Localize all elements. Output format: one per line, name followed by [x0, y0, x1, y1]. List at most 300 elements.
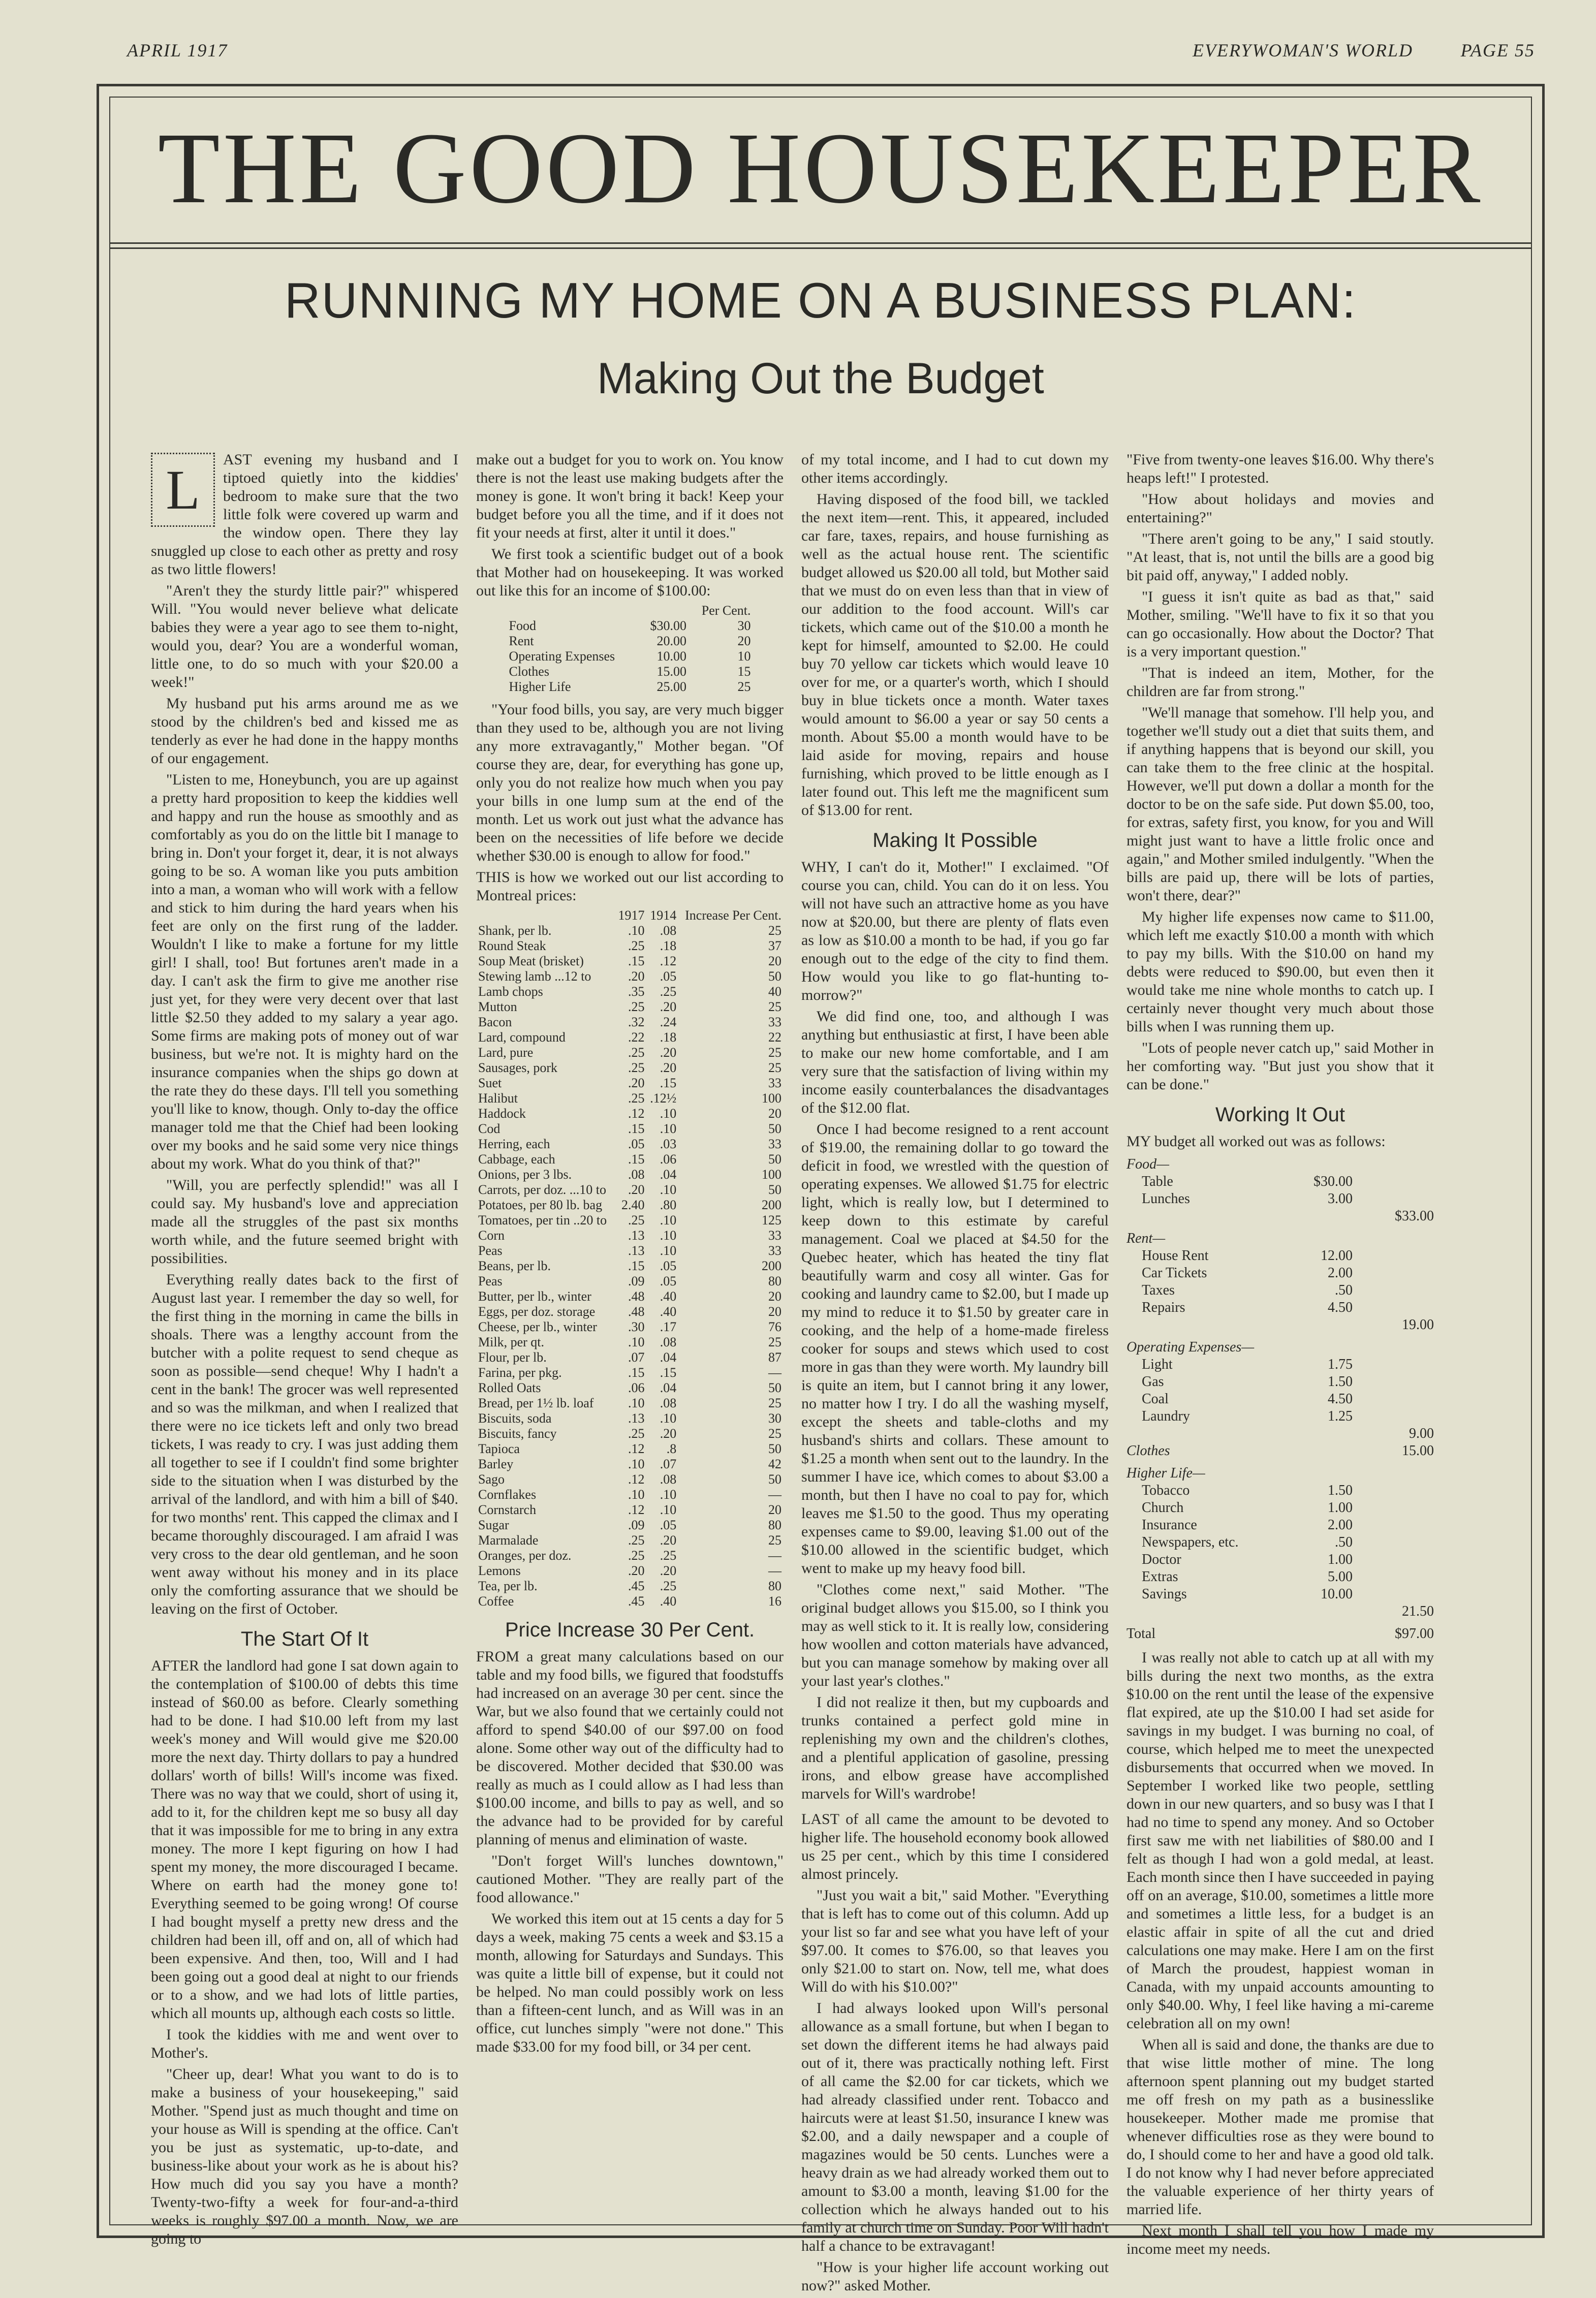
- budget-amount: 5.00: [1328, 1569, 1353, 1585]
- budget-subtotal: [1353, 1373, 1434, 1391]
- table-cell-value: 50: [768, 1121, 781, 1136]
- table-cell-label: Corn: [478, 1228, 505, 1243]
- budget-amount: .50: [1335, 1282, 1353, 1298]
- budget-item: Insurance: [1142, 1517, 1197, 1533]
- paragraph: "Listen to me, Honeybunch, you are up against a pretty hard proposition to keep the kiddies well and happy and run the house as smoothly and as comfortably as you do on the little bit I manage to bring in. Don't your forget it, dear, it is not always going to be so. A woman like you puts ambition into a man, a woman who will work with a fellow and stick to him during the hard years when his feet are only on the first rung of the ladder. Wouldn't I like to make a fortune for my little girl! I shall, too! But fortunes aren't made in a day. I can't ask the firm to give me another rise just yet, for they were very decent over that last little $2.50 they added to my salary a year ago. Some firms are making pots of money out of war business, but we're not. It is mighty hard on the insurance companies when the ships go down at the rate they do these days. I'll tell you something you'll like to know, though. Only to-day the office manager told me that the Chief had been looking over my books and he said some very nice things about my work. What do you think of that?": [151, 771, 458, 1172]
- table-header: Increase Per Cent.: [685, 908, 781, 923]
- paragraph: "We'll manage that somehow. I'll help you, and together we'll study out a diet that suits them, and if anything happens that is beyond our skill, you can take them to the free clinic at the hospital. However, we'll put down a dollar a month for the doctor to be on the safe side. Put down $5.00, too, for extras, safety first, you know, for you and Will might just want to have a little frolic once and again," and Mother smiled indulgently. "When the bills are paid up, there will be lots of parties, won't there, dear?": [1126, 704, 1434, 904]
- table-cell-value: 33: [768, 1243, 781, 1258]
- table-cell-label: Mutton: [478, 999, 517, 1014]
- budget-row: [1126, 1551, 1434, 1568]
- budget-item: Gas: [1142, 1374, 1164, 1390]
- budget-item: Extras: [1142, 1569, 1178, 1585]
- table-cell-value: .09: [628, 1274, 645, 1288]
- budget-amount: 3.00: [1328, 1191, 1353, 1207]
- budget-amount: 4.50: [1328, 1300, 1353, 1315]
- budget-row: [1126, 1568, 1434, 1586]
- table-cell-value: .25: [628, 1060, 645, 1075]
- table-cell-value: 10.00: [656, 649, 687, 664]
- table-cell-value: .04: [660, 1380, 677, 1395]
- budget-subtotal: [1353, 1265, 1434, 1282]
- table-cell-value: .05: [660, 1258, 677, 1273]
- table-cell-value: 20: [768, 1304, 781, 1319]
- table-cell-value: .25: [660, 1579, 677, 1593]
- budget-total-value: $97.00: [1395, 1626, 1434, 1642]
- table-cell-value: .15: [628, 1258, 645, 1273]
- budget-amount: $30.00: [1313, 1174, 1353, 1189]
- table-row: [476, 1258, 784, 1274]
- table-cell-value: 25: [737, 679, 751, 694]
- budget-subtotal: [1353, 1247, 1434, 1265]
- table-cell-label: Marmalade: [478, 1533, 539, 1548]
- table-cell-value: .10: [628, 1487, 645, 1502]
- budget-amount: 2.00: [1328, 1517, 1353, 1533]
- table-cell-value: .10: [660, 1243, 677, 1258]
- table-cell-value: .10: [628, 1457, 645, 1471]
- table-cell-label: Beans, per lb.: [478, 1258, 551, 1273]
- table-cell-value: .20: [660, 1060, 677, 1075]
- section-heading-possible: Making It Possible: [872, 829, 1038, 852]
- table-cell-label: Peas: [478, 1243, 503, 1258]
- paragraph: I was really not able to catch up at all with my bills during the next two months, as the extra $10.00 on the rent until the lease of the expensive flat expired, ate up the $10.00 I had set aside for savings in my budget. I was burning no coal, of course, which helped me to meet the unexpected disbursements that occurred when we moved. In September I worked like two people, settling down in our new quarters, and so busy was I that I had no time to spend any money. And so October first saw me with net liabilities of $80.00 and I felt as though I had won a gold medal, at least. Each month since then I have succeeded in paying off on an average, $10.00, sometimes a little more and sometimes a little less, for a budget is an elastic affair in spite of all the cut and dried calculations one may make. Here I am on the first of March the proudest, happiest woman in Canada, with my unpaid accounts amounting to only $40.00. Why, I feel like having a mi-careme celebration all on my own!: [1126, 1649, 1434, 2032]
- budget-row: [1126, 1586, 1434, 1603]
- table-row: [476, 1289, 784, 1304]
- paragraph: We first took a scientific budget out of a book that Mother had on housekeeping. It was worked out like this for an income of $100.00:: [476, 546, 784, 599]
- table-cell-value: 16: [768, 1594, 781, 1609]
- table-row: [476, 969, 784, 984]
- paragraph: LAST of all came the amount to be devoted to higher life. The household economy book allowed us 25 per cent., which by this time I considered almost princely.: [801, 1811, 1109, 1882]
- table-cell-value: .10: [628, 1335, 645, 1349]
- table-cell-value: .08: [660, 1472, 677, 1487]
- table-cell-value: .80: [660, 1198, 677, 1212]
- table-cell-label: Farina, per pkg.: [478, 1365, 562, 1380]
- table-cell-value: .45: [628, 1594, 645, 1609]
- budget-row: [1126, 1247, 1434, 1265]
- table-cell-value: .15: [660, 1076, 677, 1090]
- table-row: [476, 1030, 784, 1045]
- table-cell-value: .10: [660, 1228, 677, 1243]
- table-cell-value: .08: [660, 1335, 677, 1349]
- table-cell-value: 15.00: [656, 664, 687, 679]
- table-row: [476, 1411, 784, 1426]
- paragraph: My husband put his arms around me as we stood by the children's bed and kissed me as tenderly as ever he had done in the happy months of our engagement.: [151, 695, 458, 767]
- budget-subtotal: [1353, 1551, 1434, 1568]
- table-cell-label: Cornflakes: [478, 1487, 537, 1502]
- section-heading-working: Working It Out: [1215, 1104, 1345, 1126]
- budget-spacer: [1292, 1625, 1353, 1643]
- table-row: [476, 984, 784, 999]
- budget-subtotal: [1353, 1190, 1434, 1208]
- table-cell-value: .05: [660, 1518, 677, 1532]
- table-cell-label: Rent: [509, 634, 534, 648]
- table-cell-value: 33: [768, 1076, 781, 1090]
- paragraph: WHY, I can't do it, Mother!" I exclaimed. "Of course you can, child. You can do it on less. You will not have such an attractive home as you have now at $20.00, but there are plenty of flats even as low as $10.00 a month to be had, if you go far enough out to the edge of the city to find them. How would you like to go flat-hunting to-morrow?": [801, 859, 1109, 1003]
- paragraph: THIS is how we worked out our list according to Montreal prices:: [476, 869, 784, 904]
- table-cell-value: 25: [768, 1426, 781, 1441]
- table-cell-value: 125: [762, 1213, 781, 1227]
- table-cell-label: Potatoes, per 80 lb. bag: [478, 1198, 603, 1212]
- article-subtitle: Making Out the Budget: [597, 354, 1044, 403]
- paragraph: Everything really dates back to the first of August last year. I remember the day so well, for the first thing in the morning in came the bills in shoals. There was a lengthy account from the butcher with a polite request to send cheque as soon as possible—send cheque! Why I hadn't a cent in the bank! The grocer was well represented and so was the milkman, and when I realized that there were no ice tickets left and only two bread tickets, I was ready to cry. I was just adding them all together to see if I couldn't find some brighter side to the situation when I was disturbed by the arrival of the landlord, and with him a bill of $40. for two months' rent. This capped the climax and I became thoroughly discouraged. I am afraid I was very cross to the dear old gentleman, and he soon went away without his money and in its place only the comforting assurance that we should be leaving on the first of October.: [151, 1271, 458, 1617]
- table-row: [476, 1045, 784, 1060]
- table-row: [476, 1213, 784, 1228]
- table-cell-label: Tapioca: [478, 1441, 520, 1456]
- table-cell-value: .08: [660, 923, 677, 938]
- table-row: [476, 1243, 784, 1258]
- budget-subtotal: [1353, 1586, 1434, 1603]
- paragraph: "Don't forget Will's lunches downtown," cautioned Mother. "They are really part of the food allowance.": [476, 1852, 784, 1906]
- table-row: [476, 1563, 784, 1579]
- scientific-budget-table: [507, 603, 753, 695]
- table-cell-label: Butter, per lb., winter: [478, 1289, 591, 1304]
- table-cell-value: .20: [660, 1533, 677, 1548]
- table-row: [476, 1396, 784, 1411]
- budget-subtotal: 15.00: [1402, 1443, 1434, 1459]
- table-cell-value: —: [768, 1487, 781, 1502]
- budget-amount: 4.50: [1328, 1391, 1353, 1407]
- table-row: [507, 649, 753, 664]
- budget-spacer: [1126, 1316, 1292, 1334]
- budget-item: Newspapers, etc.: [1142, 1534, 1239, 1550]
- table-header: [640, 603, 689, 618]
- table-cell-value: .32: [628, 1015, 645, 1029]
- table-cell-value: .18: [660, 938, 677, 953]
- budget-subtotal: [1353, 1408, 1434, 1425]
- table-cell-value: .10: [660, 1411, 677, 1426]
- table-row: [507, 634, 753, 649]
- budget-amount: .50: [1335, 1534, 1353, 1550]
- budget-row: [1126, 1482, 1434, 1499]
- budget-item: Savings: [1142, 1586, 1187, 1602]
- table-cell-value: 25: [768, 1335, 781, 1349]
- final-budget: [1126, 1156, 1434, 1643]
- table-cell-value: .8: [666, 1441, 677, 1456]
- table-cell-value: 100: [762, 1091, 781, 1106]
- table-header: Per Cent.: [701, 603, 751, 618]
- table-cell-label: Oranges, per doz.: [478, 1548, 572, 1563]
- table-cell-value: 33: [768, 1015, 781, 1029]
- table-cell-value: .35: [628, 984, 645, 999]
- table-cell-value: 50: [768, 1380, 781, 1395]
- table-row: [476, 1335, 784, 1350]
- table-cell-label: Biscuits, soda: [478, 1411, 552, 1426]
- table-row: [476, 1198, 784, 1213]
- table-cell-label: Lard, compound: [478, 1030, 566, 1045]
- budget-row: [1126, 1499, 1434, 1517]
- table-cell-value: 100: [762, 1167, 781, 1182]
- table-cell-value: 20: [768, 1106, 781, 1121]
- table-cell-value: .24: [660, 1015, 677, 1029]
- budget-spacer: [1292, 1316, 1353, 1334]
- table-cell-label: Lemons: [478, 1563, 521, 1578]
- page-frame-inner: [109, 97, 1532, 2294]
- budget-subtotal: [1353, 1391, 1434, 1408]
- table-cell-value: .20: [628, 1563, 645, 1578]
- paragraph: "There aren't going to be any," I said stoutly. "At least, that is, not until the bills are a good big bit paid off, anyway," I added nobly.: [1126, 530, 1434, 584]
- budget-row: [1126, 1265, 1434, 1282]
- paragraph: When all is said and done, the thanks are due to that wise little mother of mine. The long afternoon spent planning out my budget started me off fresh on my path as a businesslike housekeeper. Mother made me promise that whenever difficulties rose as they were bound to do, I should come to her and have a good old talk. I do not know why I had never before appreciated the valuable experience of her thirty years of married life.: [1126, 2036, 1434, 2218]
- table-row: [507, 664, 753, 679]
- table-cell-value: .10: [660, 1182, 677, 1197]
- table-cell-label: Flour, per lb.: [478, 1350, 547, 1365]
- table-cell-value: .45: [628, 1579, 645, 1593]
- table-cell-value: 40: [768, 984, 781, 999]
- table-cell-label: Eggs, per doz. storage: [478, 1304, 596, 1319]
- budget-item: Lunches: [1142, 1191, 1190, 1207]
- table-cell-value: .20: [660, 1426, 677, 1441]
- table-cell-value: 30: [768, 1411, 781, 1426]
- table-cell-value: .30: [628, 1319, 645, 1334]
- table-cell-value: $30.00: [650, 618, 687, 633]
- masthead-rule-bottom: [110, 247, 1531, 249]
- budget-item: House Rent: [1142, 1248, 1209, 1264]
- budget-subtotal: [1353, 1282, 1434, 1299]
- table-cell-value: .15: [628, 1365, 645, 1380]
- table-cell-value: .07: [628, 1350, 645, 1365]
- table-cell-value: .09: [628, 1518, 645, 1532]
- page-frame: [97, 84, 1545, 2294]
- magazine-name: EVERYWOMAN'S WORLD: [1192, 40, 1413, 60]
- table-cell-value: .20: [628, 1182, 645, 1197]
- table-cell-value: 10: [737, 649, 751, 664]
- table-cell-value: .20: [628, 1076, 645, 1090]
- table-cell-label: Barley: [478, 1457, 514, 1471]
- table-cell-label: Sago: [478, 1472, 505, 1487]
- table-cell-value: .05: [660, 1274, 677, 1288]
- budget-category: Clothes: [1126, 1443, 1170, 1459]
- table-row: [476, 1502, 784, 1518]
- budget-row: [1126, 1442, 1434, 1460]
- table-cell-value: —: [768, 1548, 781, 1563]
- table-cell-label: Sausages, pork: [478, 1060, 557, 1075]
- table-cell-label: Lamb chops: [478, 984, 543, 999]
- table-cell-value: .10: [628, 1396, 645, 1410]
- table-cell-value: .15: [628, 1121, 645, 1136]
- table-row: [476, 1579, 784, 1594]
- table-cell-label: Carrots, per doz. ...10 to: [478, 1182, 607, 1197]
- table-row: [476, 1594, 784, 1609]
- table-row: [476, 1274, 784, 1289]
- table-cell-value: .08: [660, 1396, 677, 1410]
- table-cell-label: Stewing lamb ...12 to: [478, 969, 591, 984]
- budget-amount: 2.00: [1328, 1265, 1353, 1281]
- budget-spacer: [1292, 1442, 1353, 1460]
- budget-row: [1126, 1173, 1434, 1190]
- table-cell-label: Bacon: [478, 1015, 512, 1029]
- table-row: [476, 938, 784, 954]
- paragraph: "Will, you are perfectly splendid!" was all I could say. My husband's love and appreciation made all the struggles of the past six months worth while, and the future seemed bright with possibilities.: [151, 1177, 458, 1267]
- budget-subtotal: [1353, 1568, 1434, 1586]
- table-cell-value: 50: [768, 969, 781, 984]
- table-cell-value: 80: [768, 1518, 781, 1532]
- paragraph: We did find one, too, and although I was anything but enthusiastic at first, I have been able to make our new home comfortable, and I am very sure that the satisfaction of living within my income easily counterbalances the disadvantages of the $12.00 flat.: [801, 1008, 1109, 1116]
- table-row: [476, 999, 784, 1015]
- table-cell-value: 20: [768, 954, 781, 968]
- paragraph: "How about holidays and movies and entertaining?": [1126, 491, 1434, 526]
- table-cell-value: .25: [628, 938, 645, 953]
- budget-subtotal: [1353, 1299, 1434, 1316]
- table-row: [476, 1319, 784, 1335]
- table-row: [476, 1548, 784, 1563]
- running-header: [127, 40, 1535, 70]
- table-cell-value: 2.40: [621, 1198, 645, 1212]
- paragraph: "Cheer up, dear! What you want to do is to make a business of your housekeeping," said Mother. "Spend just as much thought and time on your house as Will is spending at the office. Can't you be just as systematic, up-to-date, and business-like about your work as he is about his? How much did you say you have a month? Twenty-two-fifty a week for four-and-a-third weeks is roughly $97.00 a month. Now, we are going to: [151, 2066, 458, 2247]
- table-cell-value: 25.00: [656, 679, 687, 694]
- budget-amount: 1.50: [1328, 1483, 1353, 1498]
- budget-subtotal: [1353, 1499, 1434, 1517]
- budget-subtotal: [1353, 1517, 1434, 1534]
- table-cell-value: —: [768, 1563, 781, 1578]
- table-cell-value: .12½: [650, 1091, 677, 1106]
- table-cell-value: .25: [660, 984, 677, 999]
- table-cell-label: Peas: [478, 1274, 503, 1288]
- table-cell-value: 37: [768, 938, 781, 953]
- table-cell-value: .10: [660, 1502, 677, 1517]
- budget-amount: 1.50: [1328, 1374, 1353, 1390]
- budget-row: [1126, 1190, 1434, 1208]
- table-cell-value: 20: [768, 1502, 781, 1517]
- budget-amount: 1.00: [1328, 1552, 1353, 1567]
- budget-subtotal: [1353, 1356, 1434, 1373]
- table-cell-value: .03: [660, 1137, 677, 1151]
- table-cell-value: .12: [628, 1502, 645, 1517]
- table-cell-label: Onions, per 3 lbs.: [478, 1167, 572, 1182]
- paragraph: make out a budget for you to work on. You know there is not the least use making budgets after the money is gone. It won't bring it back! Keep your budget before you all the time, and if it does not fit your needs at first, alter it until it does.": [476, 451, 784, 541]
- budget-subtotal: 19.00: [1402, 1317, 1434, 1333]
- budget-subtotal: 9.00: [1409, 1426, 1434, 1441]
- table-cell-value: 50: [768, 1472, 781, 1487]
- paragraph: "I guess it isn't quite as bad as that," said Mother, smiling. "We'll have to fix it so that you can go occasionally. How about the Doctor? That is a very important question.": [1126, 588, 1434, 660]
- section-heading-start: The Start Of It: [240, 1628, 369, 1650]
- paragraph: We worked this item out at 15 cents a day for 5 days a week, making 75 cents a week and $3.15 a month, allowing for Saturdays and Sundays. This was quite a little bill of expense, but it could not be helped. No man could possibly work on less than a fifteen-cent lunch, and as Will was in an office, cut lunches simply "were not done." This made $33.00 for my food bill, or 34 per cent.: [476, 1910, 784, 2055]
- table-cell-value: 25: [768, 1045, 781, 1060]
- table-row: [476, 1228, 784, 1243]
- table-cell-label: Herring, each: [478, 1137, 550, 1151]
- table-cell-value: .25: [628, 1426, 645, 1441]
- budget-item: Coal: [1142, 1391, 1169, 1407]
- issue-date: APRIL 1917: [127, 40, 228, 60]
- budget-subtotal: 21.50: [1402, 1603, 1434, 1619]
- table-cell-value: .15: [660, 1365, 677, 1380]
- budget-row: [1126, 1534, 1434, 1551]
- table-cell-label: Cod: [478, 1121, 500, 1136]
- table-cell-value: 33: [768, 1137, 781, 1151]
- budget-grand-total: [1126, 1625, 1434, 1643]
- table-cell-value: .07: [660, 1457, 677, 1471]
- table-header: 1914: [650, 908, 677, 923]
- table-cell-value: 200: [762, 1258, 781, 1273]
- budget-item: Taxes: [1142, 1282, 1175, 1298]
- table-cell-label: Round Steak: [478, 938, 546, 953]
- table-header: [507, 603, 640, 618]
- table-cell-value: 80: [768, 1579, 781, 1593]
- budget-subtotal: [1353, 1482, 1434, 1499]
- table-row: [476, 1106, 784, 1121]
- table-header: [476, 908, 615, 923]
- paragraph: FROM a great many calculations based on our table and my food bills, we figured that foodstuffs had increased on an average 30 per cent. since the War, but we also found that we certainly could not afford to spend $40.00 of our $97.00 on food alone. Some other way out of the difficulty had to be discovered. Mother decided that $30.00 was really as much as I could allow as I had less than $100.00 income, and bills to pay as well, and so the advance had to be provided for by careful planning of menus and elimination of waste.: [476, 1648, 784, 1848]
- budget-row: [1126, 1299, 1434, 1316]
- table-cell-value: .12: [628, 1106, 645, 1121]
- table-cell-value: .04: [660, 1350, 677, 1365]
- table-row: [476, 1441, 784, 1457]
- table-row: [476, 1167, 784, 1182]
- table-cell-value: .25: [628, 1213, 645, 1227]
- table-cell-value: .48: [628, 1289, 645, 1304]
- table-cell-label: Milk, per qt.: [478, 1335, 544, 1349]
- table-cell-value: 22: [768, 1030, 781, 1045]
- table-cell-value: .10: [660, 1121, 677, 1136]
- budget-category: Operating Expenses—: [1126, 1339, 1255, 1355]
- budget-category: Rent—: [1126, 1231, 1166, 1246]
- budget-item: Light: [1142, 1357, 1173, 1372]
- table-cell-value: .25: [628, 999, 645, 1014]
- table-cell-value: 76: [768, 1319, 781, 1334]
- paragraph: "How is your higher life account working out now?" asked Mother.: [801, 2259, 1109, 2294]
- table-row: [476, 1350, 784, 1365]
- budget-spacer: [1292, 1208, 1353, 1225]
- budget-item: Church: [1142, 1500, 1184, 1516]
- table-cell-value: .40: [660, 1289, 677, 1304]
- table-cell-label: Biscuits, fancy: [478, 1426, 557, 1441]
- budget-item: Tobacco: [1142, 1483, 1190, 1498]
- budget-category: Food—: [1126, 1156, 1169, 1172]
- table-row: [476, 954, 784, 969]
- table-cell-value: .12: [628, 1441, 645, 1456]
- table-row: [476, 1091, 784, 1106]
- table-row: [476, 1533, 784, 1548]
- table-cell-value: .25: [628, 1533, 645, 1548]
- table-cell-label: Cabbage, each: [478, 1152, 555, 1167]
- table-cell-label: Coffee: [478, 1594, 514, 1609]
- table-cell-label: Haddock: [478, 1106, 526, 1121]
- paragraph: I had always looked upon Will's personal allowance as a small fortune, but when I began to set down the different items he had always paid out of it, there was practically nothing left. First of all came the $2.00 for car tickets, which we had already classified under rent. Tobacco and haircuts were at least $1.50, insurance I knew was $2.00, and a daily newspaper and a couple of magazines would be 50 cents. Lunches were a heavy drain as we had already worked them out to amount to $3.00 a month, leaving $1.00 for the collection which he always handed out to his family at church time on Sunday. Poor Will hadn't half a chance to be extravagant!: [801, 2000, 1109, 2254]
- table-cell-label: Higher Life: [509, 679, 571, 694]
- table-row: [476, 1060, 784, 1076]
- budget-amount: 1.00: [1328, 1500, 1353, 1516]
- paragraph: "Aren't they the sturdy little pair?" whispered Will. "You would never believe what delicate babies they were a year ago to see them to-night, would you, dear? You are a wonderful woman, little one, to do so much with your $20.00 a week!": [151, 582, 458, 690]
- budget-total-row: [1126, 1316, 1434, 1334]
- budget-spacer: [1126, 1425, 1292, 1442]
- budget-amount: 1.75: [1328, 1357, 1353, 1372]
- table-cell-value: 42: [768, 1457, 781, 1471]
- table-cell-value: 33: [768, 1228, 781, 1243]
- table-cell-value: .22: [628, 1030, 645, 1045]
- table-cell-label: Cornstarch: [478, 1502, 537, 1517]
- paragraph: "Five from twenty-one leaves $16.00. Why there's heaps left!" I protested.: [1126, 451, 1434, 486]
- table-cell-label: Clothes: [509, 664, 549, 679]
- table-cell-value: 25: [768, 1533, 781, 1548]
- table-cell-label: Lard, pure: [478, 1045, 534, 1060]
- article-title: RUNNING MY HOME ON A BUSINESS PLAN:: [284, 272, 1357, 328]
- paragraph: I took the kiddies with me and went over to Mother's.: [151, 2026, 458, 2061]
- table-row: [507, 618, 753, 634]
- table-cell-value: .13: [628, 1411, 645, 1426]
- budget-item: Laundry: [1142, 1408, 1190, 1424]
- budget-item: Car Tickets: [1142, 1265, 1207, 1281]
- budget-row: [1126, 1391, 1434, 1408]
- table-cell-value: .06: [660, 1152, 677, 1167]
- table-cell-value: 200: [762, 1198, 781, 1212]
- table-cell-value: —: [768, 1365, 781, 1380]
- table-row: [476, 1152, 784, 1167]
- budget-item: Doctor: [1142, 1552, 1181, 1567]
- table-cell-label: Shank, per lb.: [478, 923, 552, 938]
- table-cell-value: .06: [628, 1380, 645, 1395]
- table-row: [476, 1015, 784, 1030]
- budget-row: [1126, 1408, 1434, 1425]
- table-cell-value: .20: [628, 969, 645, 984]
- table-cell-label: Halibut: [478, 1091, 518, 1106]
